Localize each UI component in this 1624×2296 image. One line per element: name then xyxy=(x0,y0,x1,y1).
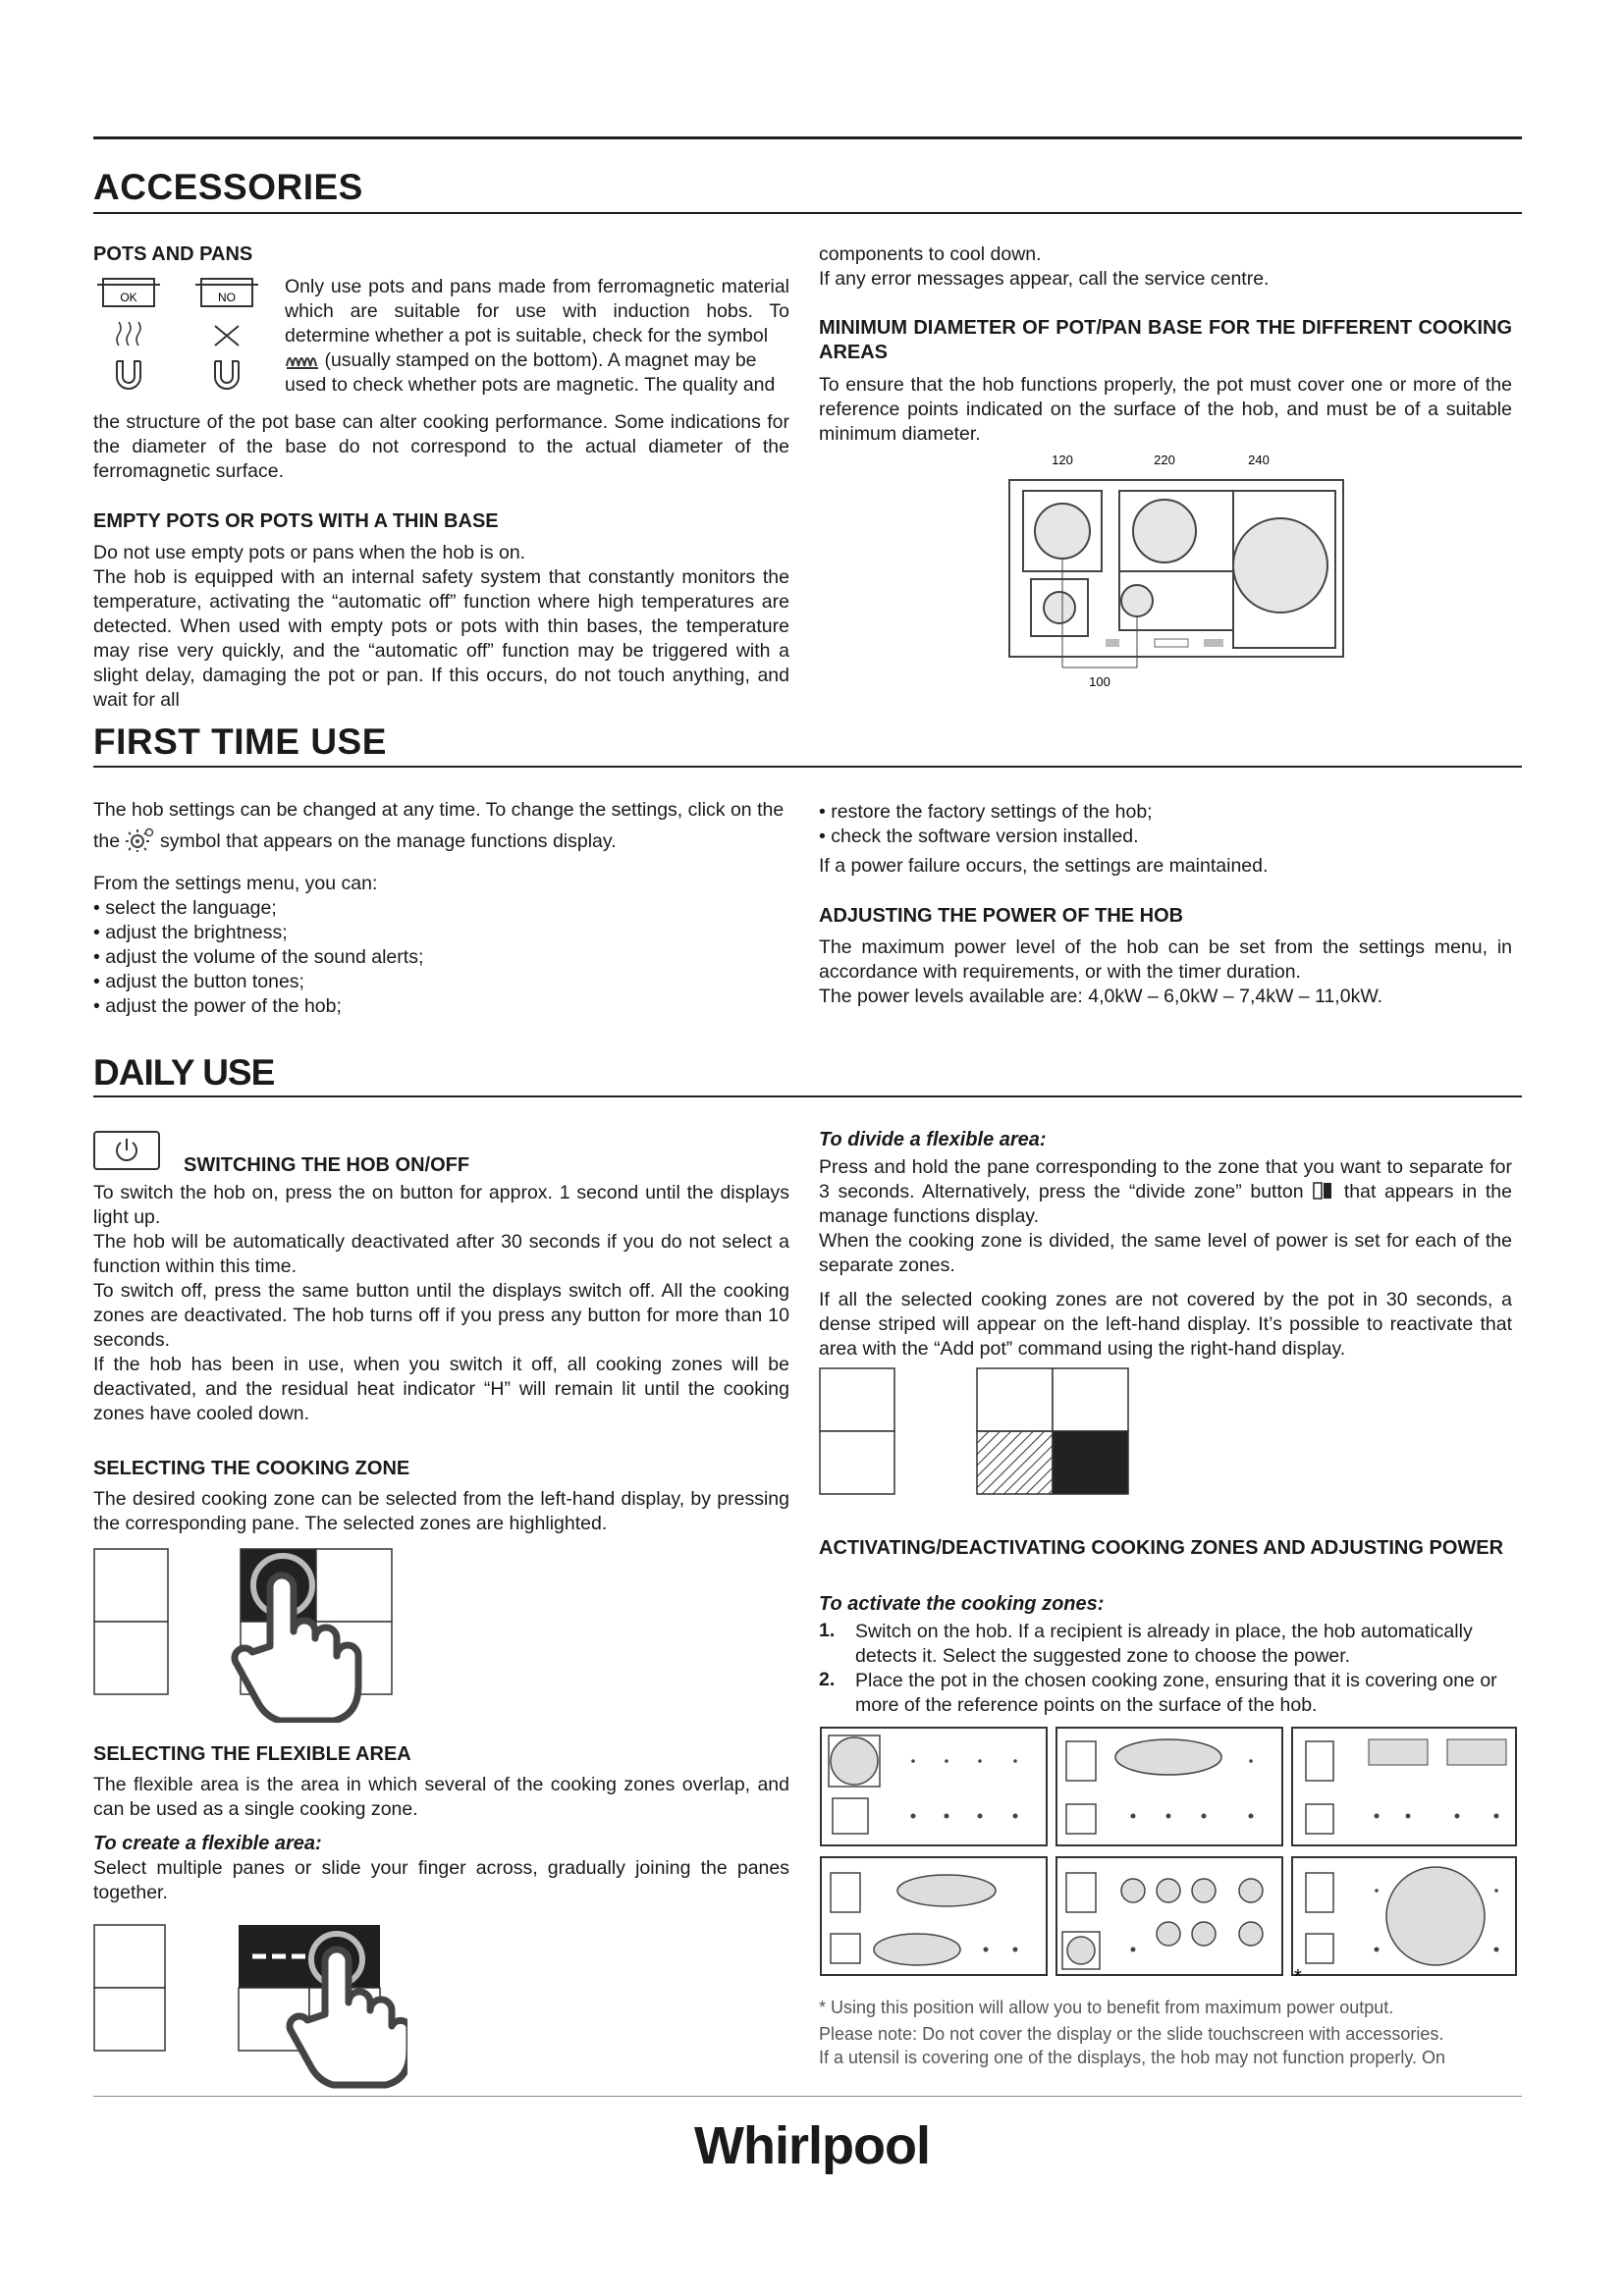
display-note-2: If a utensil is covering one of the displays, the hob may not function properly. On xyxy=(819,2048,1446,2067)
max-power-asterisk: * xyxy=(1294,1966,1302,1981)
empty-pots-line1: Do not use empty pots or pans when the hob is on. xyxy=(93,542,526,563)
activate-step-1 xyxy=(819,1620,1512,1669)
divide-diagram xyxy=(819,1367,1133,1505)
pot-placement-diagrams xyxy=(819,1726,1518,1981)
settings-gear-icon xyxy=(126,827,155,852)
adjust-power-levels: The power levels available are: 4,0kW – 6,0kW – 7,4kW – 11,0kW. xyxy=(819,986,1383,1007)
first-use-title: FIRST TIME USE xyxy=(93,721,387,762)
label-240: 240 xyxy=(1248,453,1270,467)
bullet-brightness: • adjust the brightness; xyxy=(93,922,288,943)
switching-p3: To switch off, press the same button until the displays switch off. All the cooking zones are deactivated. The hob turns off if you press any button for more than 10 seconds. xyxy=(93,1280,789,1351)
create-flexible-diagram xyxy=(93,1924,407,2091)
no-pot-icon xyxy=(195,279,258,389)
pots-text-1: Only use pots and pans made from ferromagnetic material which are suitable for use with induction hobs. To determine whether a pot is suitable, check for the symbol xyxy=(285,276,789,347)
bullet-tones: • adjust the button tones; xyxy=(93,971,304,992)
pots-section xyxy=(93,243,790,266)
first-use-intro-row xyxy=(93,827,790,854)
selecting-zone-heading: SELECTING THE COOKING ZONE xyxy=(93,1458,410,1479)
divide-p2: When the cooking zone is divided, the same level of power is set for each of the separate zones. xyxy=(819,1230,1512,1276)
empty-pots-line2: The hob is equipped with an internal safety system that constantly monitors the temperature, activating the “automatic off” function where high temperatures are detected. When used with empty pots or pots with thin bases, the temperature may rise very quickly, and the “automatic off” function may be triggered with a slight delay, damaging the pot or pan. If this occurs, do not touch anything, and wait for all xyxy=(93,566,789,711)
adjust-power-heading: ADJUSTING THE POWER OF THE HOB xyxy=(819,905,1184,927)
divide-p1b: that appears in the manage functions display. xyxy=(819,1181,1512,1227)
display-note-1: Please note: Do not cover the display or the slide touchscreen with accessories. xyxy=(819,2024,1444,2044)
power-button-icon xyxy=(93,1131,160,1170)
divide-heading: To divide a flexible area: xyxy=(819,1129,1047,1150)
step-1-text: Switch on the hob. If a recipient is already in place, the hob automatically detects it. Select the suggested zone to choose the power. xyxy=(855,1621,1473,1667)
label-120: 120 xyxy=(1052,453,1073,467)
flexible-text: The flexible area is the area in which several of the cooking zones overlap, and can be used as a single cooking zone. xyxy=(93,1774,789,1820)
power-failure-text: If a power failure occurs, the settings are maintained. xyxy=(819,855,1269,877)
divide-p3: If all the selected cooking zones are not covered by the pot in 30 seconds, a dense striped will appear on the left-hand display. It’s possible to reactivate that area with the “Add pot” command using the right-hand display. xyxy=(819,1289,1512,1360)
step-1-number: 1. xyxy=(819,1620,836,1641)
divide-zone-button-icon xyxy=(1312,1181,1335,1201)
label-100: 100 xyxy=(1089,674,1110,689)
no-label: NO xyxy=(218,291,236,304)
step-2-number: 2. xyxy=(819,1669,836,1690)
activate-sub-heading: To activate the cooking zones: xyxy=(819,1593,1105,1615)
pot-suitability-icons xyxy=(93,275,270,402)
flexible-heading: SELECTING THE FLEXIBLE AREA xyxy=(93,1743,411,1765)
max-power-note: * Using this position will allow you to benefit from maximum power output. xyxy=(819,1998,1394,2017)
switching-p4: If the hob has been in use, when you switch it off, all cooking zones will be deactivated, and the residual heat indicator “H” will remain lit until the cooking zones have cooled down. xyxy=(93,1354,789,1424)
divide-p1a: Press and hold the pane corresponding to the zone that you want to separate for 3 seconds. Alternatively, press the “divide zone” button xyxy=(819,1156,1512,1202)
power-symbol-icon xyxy=(95,1133,158,1168)
bullet-power: • adjust the power of the hob; xyxy=(93,995,342,1017)
label-220: 220 xyxy=(1154,453,1175,467)
footer-rule xyxy=(93,2096,1522,2097)
ok-pot-icon xyxy=(97,279,160,389)
settings-bullets xyxy=(93,896,781,1019)
pots-text-3: the structure of the pot base can alter cooking performance. Some indications for the diameter of the base do not correspond to the actual diameter of the ferromagnetic surface. xyxy=(93,411,789,482)
switching-text xyxy=(93,1181,789,1426)
menu-intro: From the settings menu, you can: xyxy=(93,873,378,894)
hob-diameter-diagram xyxy=(1001,447,1355,692)
create-flexible-heading: To create a flexible area: xyxy=(93,1833,322,1854)
empty-pots-cont: components to cool down. xyxy=(819,243,1042,265)
daily-use-title: DAILY USE xyxy=(93,1052,275,1093)
error-message-text: If any error messages appear, call the service centre. xyxy=(819,268,1270,290)
select-zone-diagram xyxy=(93,1548,407,1723)
empty-pots-heading: EMPTY POTS OR POTS WITH A THIN BASE xyxy=(93,510,499,532)
first-use-rule xyxy=(93,766,1522,768)
daily-use-rule xyxy=(93,1095,1522,1097)
diameter-heading: MINIMUM DIAMETER OF POT/PAN BASE FOR THE DIFFERENT COOKING AREAS xyxy=(819,317,1512,363)
bullet-language: • select the language; xyxy=(93,897,277,919)
activate-step-2 xyxy=(819,1669,1512,1718)
whirlpool-logo: Whirlpool xyxy=(694,2116,930,2175)
switching-p1: To switch the hob on, press the on button for approx. 1 second until the displays light up. xyxy=(93,1182,789,1228)
induction-coil-icon xyxy=(285,348,320,370)
accessories-rule xyxy=(93,212,1522,214)
accessories-title: ACCESSORIES xyxy=(93,167,363,207)
ok-label: OK xyxy=(120,291,137,304)
switching-heading: SWITCHING THE HOB ON/OFF xyxy=(184,1154,470,1176)
adjust-power-text: The maximum power level of the hob can be set from the settings menu, in accordance with requirements, or with the timer duration. xyxy=(819,936,1512,983)
first-use-intro-b: symbol that appears on the manage functions display. xyxy=(159,830,617,852)
activating-heading: ACTIVATING/DEACTIVATING COOKING ZONES AND ADJUSTING POWER xyxy=(819,1537,1504,1559)
selecting-zone-text: The desired cooking zone can be selected from the left-hand display, by pressing the corresponding pane. The selected zones are highlighted. xyxy=(93,1488,789,1534)
top-rule xyxy=(93,136,1522,139)
diameter-text: To ensure that the hob functions properly, the pot must cover one or more of the reference points indicated on the surface of the hob, and must be of a suitable minimum diameter. xyxy=(819,374,1512,445)
bullet-volume: • adjust the volume of the sound alerts; xyxy=(93,946,424,968)
pots-heading: POTS AND PANS xyxy=(93,243,253,265)
bullet-software: • check the software version installed. xyxy=(819,826,1139,847)
pots-text-2-row xyxy=(285,348,789,398)
step-2-text: Place the pot in the chosen cooking zone, ensuring that it is covering one or more of the reference points on the surface of the hob. xyxy=(855,1670,1497,1716)
switching-p2: The hob will be automatically deactivated after 30 seconds if you do not select a function within this time. xyxy=(93,1231,789,1277)
first-use-intro-the: the xyxy=(93,830,121,852)
pots-text-2: (usually stamped on the bottom). A magnet may be used to check whether pots are magnetic. The quality and xyxy=(285,349,776,396)
first-use-intro-a: The hob settings can be changed at any time. To change the settings, click on the xyxy=(93,799,785,821)
divide-p1-row xyxy=(819,1155,1512,1229)
settings-bullets-right xyxy=(819,800,1516,849)
create-flexible-text: Select multiple panes or slide your finger across, gradually joining the panes together. xyxy=(93,1857,789,1903)
bullet-factory: • restore the factory settings of the hob; xyxy=(819,801,1153,823)
